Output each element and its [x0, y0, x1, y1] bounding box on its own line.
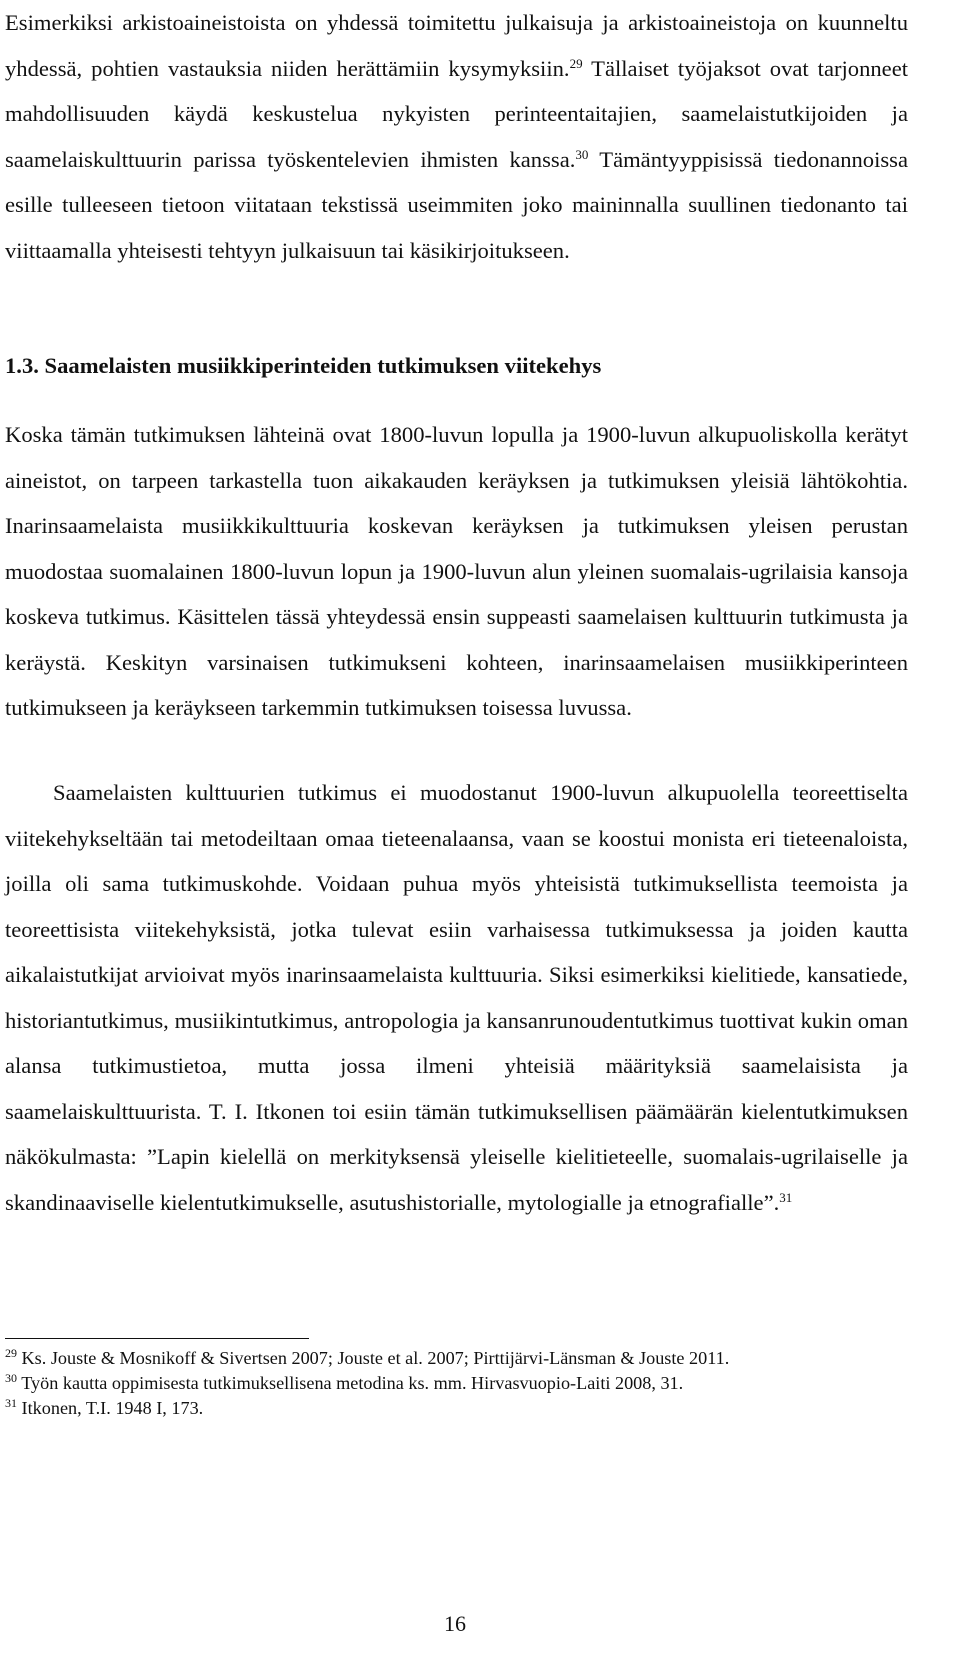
footnote-reference[interactable]: 31: [779, 1189, 793, 1205]
paragraph-text: Saamelaisten kulttuurien tutkimus ei muodostanut 1900-luvun alkupuolella teoreettiselta viitekehykseltään tai metodeiltaan omaa tieteenalaansa, vaan se koostui monista eri tieteenaloista, joilla oli sama tutkimuskohde. Voidaan puhua myös yhteisistä tutkimuksellista teemoista ja teoreettisista viitekehyksistä, jotka tulevat esiin varhaisessa tutkimuksessa ja joiden kautta aikalaistutkijat arvioivat myös inarinsaamelaista kulttuuria. Siksi esimerkiksi kielitiede, kansatiede, historiantutkimus, musiikintutkimus, antropologia ja kansanrunoudentutkimus tuottivat kukin oman alansa tutkimustietoa, mutta jossa ilmeni yhteisiä määrityksiä saamelaisista ja saamelaiskulttuurista. T. I. Itkonen toi esiin tämän tutkimuksellisen päämäärän kielentutkimuksen näkökulmasta: ”Lapin kielellä on merkityksensä yleiselle kielitieteelle, suomalais-ugrilaiselle ja skandinaaviselle kielentutkimukselle, asutushistorialle, mytologialle ja etnografialle”.: [5, 780, 908, 1215]
footnote-separator: [5, 1338, 309, 1339]
footnote-reference[interactable]: 29: [569, 55, 583, 71]
footnote-text: Ks. Jouste & Mosnikoff & Sivertsen 2007; Jouste et al. 2007; Pirttijärvi-Länsman & Jouste 2011.: [21, 1348, 730, 1368]
footnote-text: Työn kautta oppimisesta tutkimuksellisena metodina ks. mm. Hirvasvuopio-Laiti 2008, 31.: [21, 1373, 684, 1393]
footnote-text: Itkonen, T.I. 1948 I, 173.: [21, 1398, 204, 1418]
footnote: [5, 1396, 908, 1421]
paragraph-text: Tämäntyyppisissä tiedonannoissa esille tulleeseen tietoon viitataan tekstissä useimmiten joko maininnalla suullinen tiedonanto tai viittaamalla yhteisesti tehtyyn julkaisuun tai käsikirjoitukseen.: [5, 146, 908, 263]
footnote-number: 30: [5, 1371, 17, 1385]
body-paragraph: [5, 412, 908, 731]
footnote-reference[interactable]: 30: [575, 146, 589, 162]
body-paragraph: [5, 770, 908, 1225]
paragraph-text: Tällaiset työjaksot ovat tarjonneet mahdollisuuden käydä keskustelua nykyisten perinteentaitajien, saamelaistutkijoiden ja saamelaiskulttuurin parissa työskentelevien ihmisten kanssa.: [5, 55, 909, 172]
paragraph-text: Esimerkiksi arkistoaineistoista on yhdessä toimitettu julkaisuja ja arkistoaineistoja on kuunneltu yhdessä, pohtien vastauksia niiden herättämiin kysymyksiin.: [5, 10, 908, 81]
body-paragraph: [5, 0, 908, 273]
paragraph-text: Koska tämän tutkimuksen lähteinä ovat 1800-luvun lopulla ja 1900-luvun alkupuoliskolla kerätyt aineistot, on tarpeen tarkastella tuon aikakauden keräyksen ja tutkimuksen yleisiä lähtökohtia. Inarinsaamelaista musiikkikulttuuria koskevan keräyksen ja tutkimuksen yleisen perustan muodostaa suomalainen 1800-luvun lopun ja 1900-luvun alun yleinen suomalais-ugrilaisia kansoja koskeva tutkimus. Käsittelen tässä yhteydessä ensin suppeasti saamelaisen kulttuurin tutkimusta ja keräystä. Keskityn varsinaisen tutkimukseni kohteen, inarinsaamelaisen musiikkiperinteen tutkimukseen ja keräykseen tarkemmin tutkimuksen toisessa luvussa.: [5, 422, 908, 720]
footnote: [5, 1371, 908, 1396]
section-heading: 1.3. Saamelaisten musiikkiperinteiden tutkimuksen viitekehys: [5, 353, 602, 378]
footnote-number: 31: [5, 1396, 17, 1410]
footnote: [5, 1346, 908, 1371]
footnotes: [5, 1346, 908, 1421]
page-number: 16: [444, 1611, 466, 1636]
footnote-number: 29: [5, 1346, 17, 1360]
